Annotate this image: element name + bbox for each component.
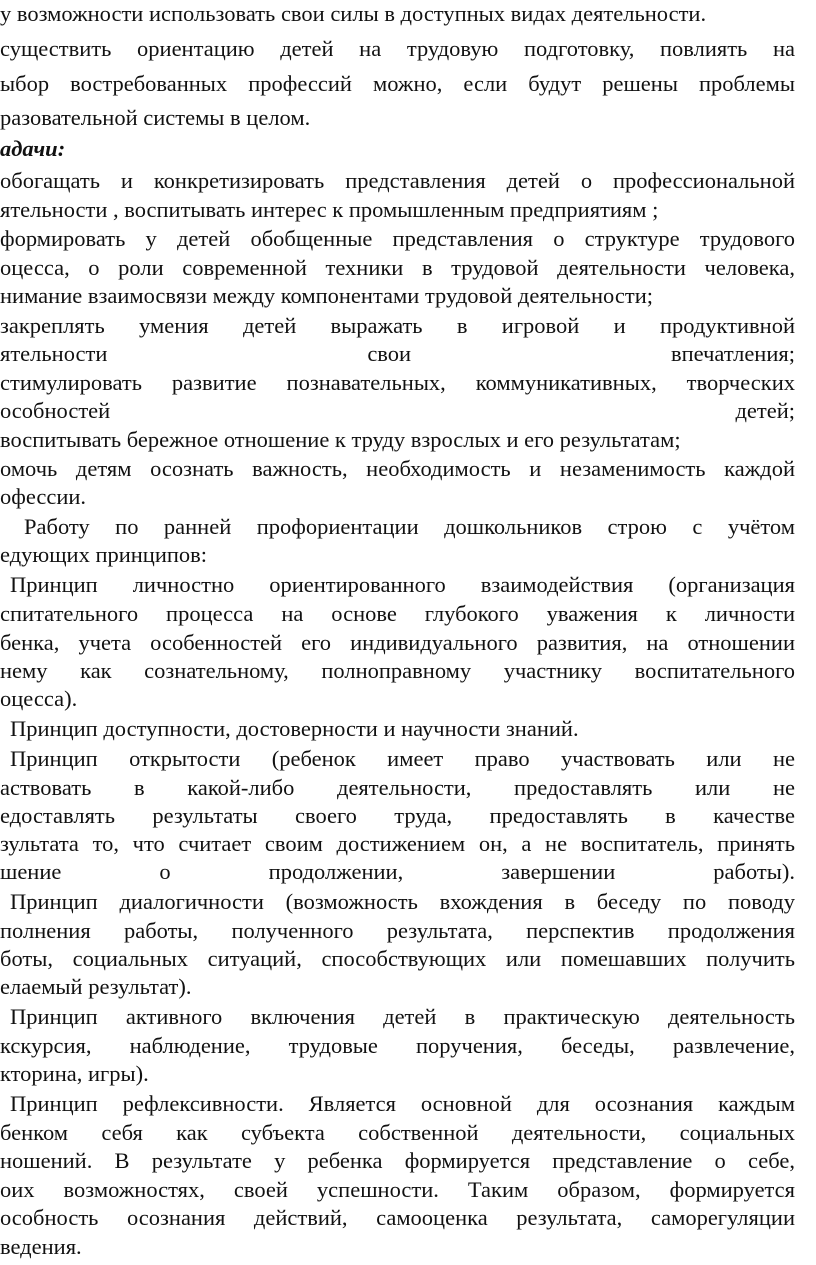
principle-line: Принцип рефлексивности. Является основной для осознания каждым: [10, 1091, 795, 1116]
principle-line: Принцип личностно ориентированного взаимодействия (организация: [10, 572, 795, 597]
text-line: оцесса).: [0, 686, 78, 711]
text-line: разовательной системы в целом.: [0, 105, 311, 130]
text-line: обогащать и конкретизировать представления детей о профессиональной: [0, 168, 795, 193]
text-line: боты, социальных ситуаций, способствующих или помешавших получить: [0, 946, 795, 971]
text-line: закреплять умения детей выражать в игровой и продуктивной: [0, 313, 795, 338]
text-line: спитательного процесса на основе глубокого уважения к личности: [0, 601, 795, 626]
text-line: ыбор востребованных профессий можно, если будут решены проблемы: [0, 71, 795, 96]
text-line: воспитывать бережное отношение к труду взрослых и его результатам;: [0, 427, 681, 452]
text-line: кскурсия, наблюдение, трудовые поручения, беседы, развлечение,: [0, 1033, 795, 1058]
principle-line: Принцип доступности, достоверности и научности знаний.: [10, 716, 579, 741]
text-line: омочь детям осознать важность, необходимость и незаменимость каждой: [0, 456, 795, 481]
text-line: шение о продолжении, завершении работы).: [0, 859, 795, 884]
section-heading: адачи:: [0, 136, 66, 161]
text-line: существить ориентацию детей на трудовую подготовку, повлиять на: [0, 36, 795, 61]
text-line: нимание взаимосвязи между компонентами трудовой деятельности;: [0, 283, 653, 308]
text-line: бенком себя как субъекта собственной деятельности, социальных: [0, 1120, 795, 1145]
text-line: аствовать в какой-либо деятельности, предоставлять или не: [0, 775, 795, 800]
text-line: полнения работы, полученного результата, перспектив продолжения: [0, 918, 795, 943]
text-line: у возможности использовать свои силы в доступных видах деятельности.: [0, 1, 707, 26]
text-line: едоставлять результаты своего труда, предоставлять в качестве: [0, 803, 795, 828]
text-line: стимулировать развитие познавательных, коммуникативных, творческих: [0, 370, 795, 395]
text-line: ятельности свои впечатления;: [0, 341, 795, 366]
text-line: офессии.: [0, 484, 87, 509]
text-line: зультата то, что считает своим достижением он, а не воспитатель, принять: [0, 831, 795, 856]
text-line: кторина, игры).: [0, 1061, 149, 1086]
principle-line: Принцип открытости (ребенок имеет право участвовать или не: [10, 746, 795, 771]
text-line: особностей детей;: [0, 398, 795, 423]
principle-line: Принцип диалогичности (возможность вхождения в беседу по поводу: [10, 889, 795, 914]
text-line: формировать у детей обобщенные представления о структуре трудового: [0, 226, 795, 251]
text-line: оих возможностях, своей успешности. Таким образом, формируется: [0, 1177, 795, 1202]
text-line: елаемый результат).: [0, 974, 192, 999]
text-line: особность осознания действий, самооценка результата, саморегуляции: [0, 1205, 795, 1230]
text-line: ятельности , воспитывать интерес к промышленным предприятиям ;: [0, 197, 659, 222]
text-line: бенка, учета особенностей его индивидуального развития, на отношении: [0, 630, 795, 655]
text-line: оцесса, о роли современной техники в трудовой деятельности человека,: [0, 255, 795, 280]
text-line: ведения.: [0, 1234, 82, 1259]
text-line: нему как сознательному, полноправному участнику воспитательного: [0, 658, 795, 683]
principle-line: Принцип активного включения детей в практическую деятельность: [10, 1004, 795, 1029]
paragraph-first-line: Работу по ранней профориентации дошкольников строю с учётом: [24, 514, 795, 539]
text-line: ношений. В результате у ребенка формируется представление о себе,: [0, 1148, 795, 1173]
text-line: едующих принципов:: [0, 542, 208, 567]
